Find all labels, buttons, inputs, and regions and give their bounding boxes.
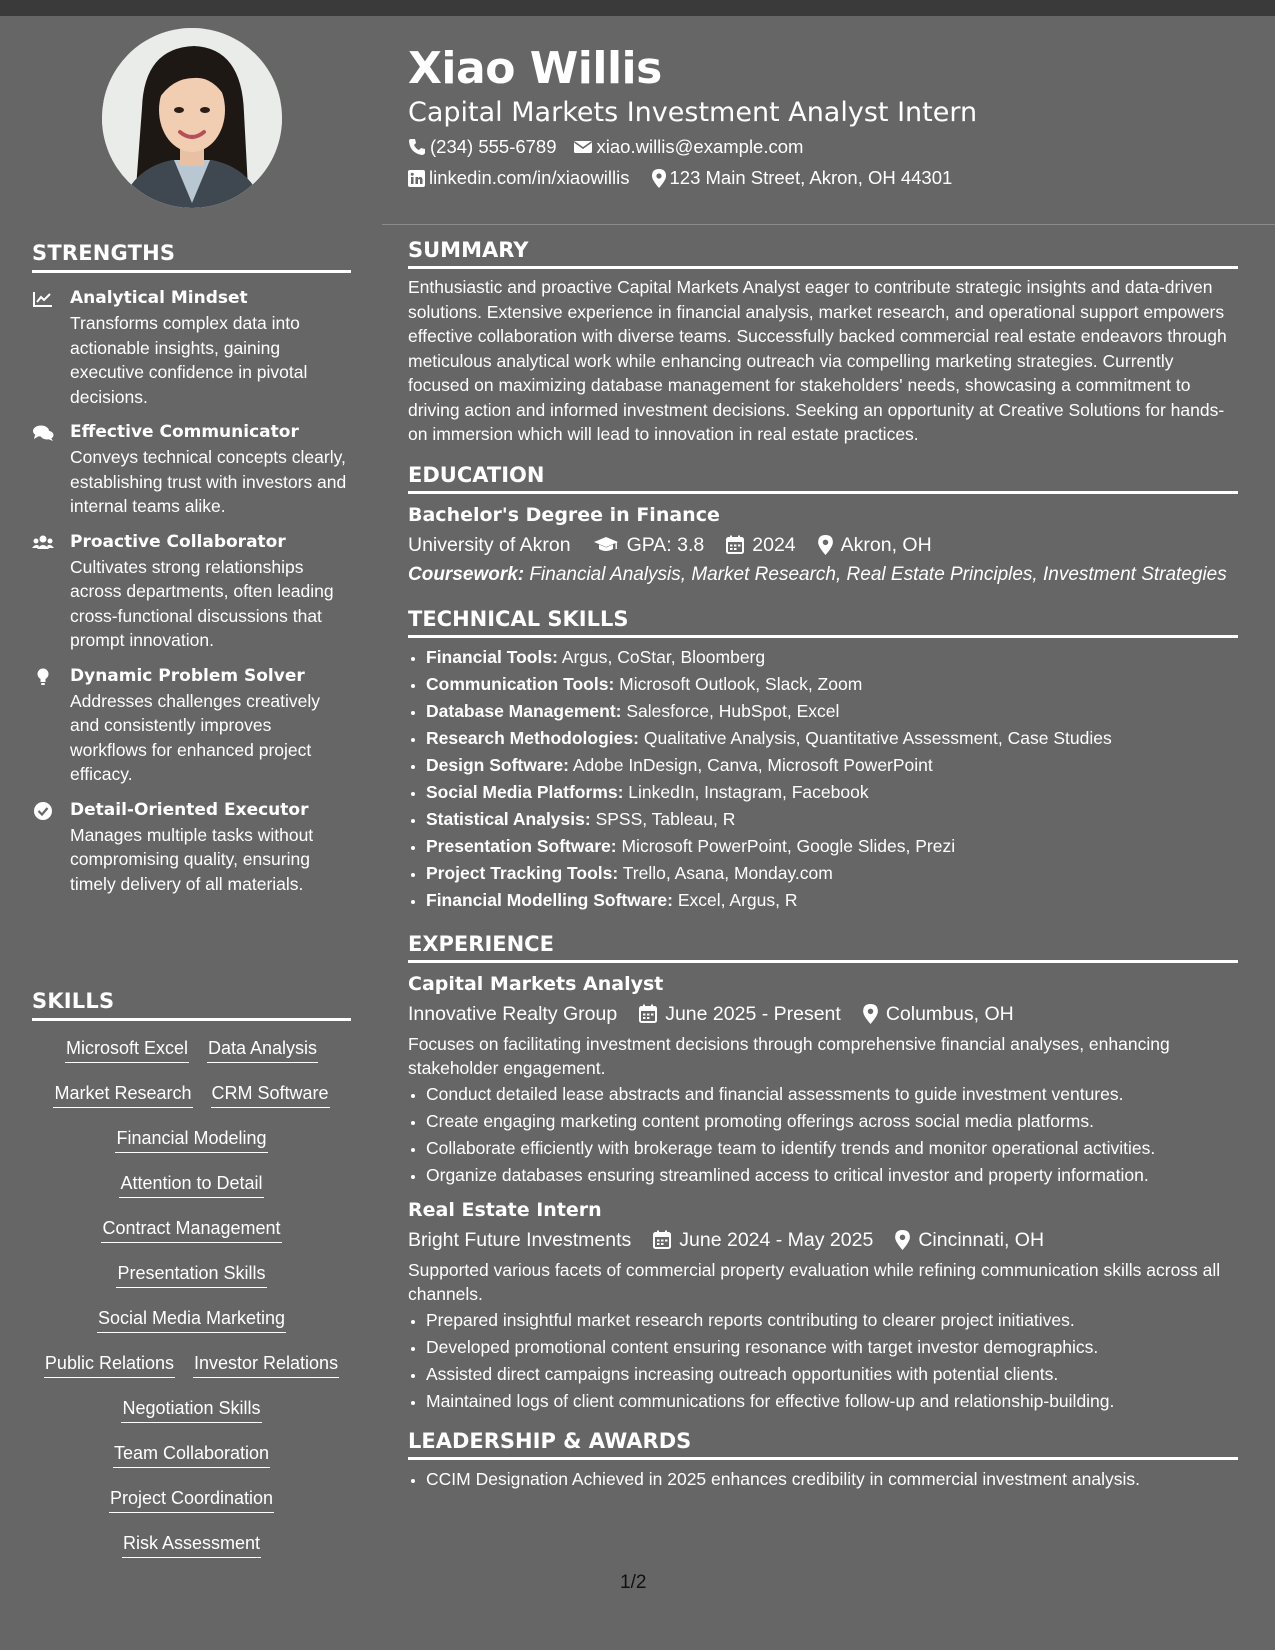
address-text: 123 Main Street, Akron, OH 44301 xyxy=(669,167,953,188)
education-meta xyxy=(408,531,1238,559)
list-item: • Prepared insightful market research reports contributing to clearer project initiatives. xyxy=(426,1307,1238,1334)
list-item: • CCIM Designation Achieved in 2025 enhances credibility in commercial investment analysis. xyxy=(426,1466,1238,1493)
strength-title: Proactive Collaborator xyxy=(70,531,286,552)
strength-desc: Transforms complex data into actionable insights, gaining executive confidence in pivotal decisions. xyxy=(70,313,308,407)
education-heading: EDUCATION xyxy=(408,463,1238,494)
skill-tag: Project Coordination xyxy=(109,1487,274,1513)
email-text[interactable]: xiao.willis@example.com xyxy=(596,136,804,157)
list-item: • Assisted direct campaigns increasing outreach opportunities with potential clients. xyxy=(426,1361,1238,1388)
top-bar xyxy=(0,0,1275,16)
graduation-cap-icon xyxy=(593,536,619,554)
strength-desc: Cultivates strong relationships across departments, often leading cross-functional discussions that prompt innovation. xyxy=(70,556,334,650)
job-dates: June 2024 - May 2025 xyxy=(679,1228,874,1251)
skill-tag: Team Collaboration xyxy=(113,1442,270,1468)
skill-tag: Risk Assessment xyxy=(122,1532,261,1558)
job-summary: Focuses on facilitating investment decisions through comprehensive financial analyses, enhancing stakeholder engagement. xyxy=(408,1033,1170,1078)
gpa-text: GPA: 3.8 xyxy=(626,533,705,556)
education-section xyxy=(408,463,1238,587)
coursework-label: Coursework: xyxy=(408,563,525,585)
candidate-role: Capital Markets Investment Analyst Intern xyxy=(408,97,978,128)
summary-text: Enthusiastic and proactive Capital Markets Analyst eager to contribute strategic insights and data-driven solutions. Extensive experience in financial analysis, market research, and operational support empowers effective collaboration with diverse teams. Successfully backed commercial real estate endeavors through meticulous analytical work while enhancing outreach via compelling marketing strategies. Currently focused on maximizing database management for stakeholders' needs, showcasing a commitment to driving action and informed investment decisions. Seeking an opportunity at Creative Solutions for hands-on immersion which will lead to innovation in real estate practices. xyxy=(408,277,1227,444)
strength-title: Analytical Mindset xyxy=(70,288,248,308)
map-marker-icon xyxy=(895,1230,910,1250)
company-name: Bright Future Investments xyxy=(408,1228,632,1251)
list-item: • Financial Modelling Software: Excel, Argus, R xyxy=(426,887,1238,914)
job-entry xyxy=(408,1197,1238,1415)
job-meta xyxy=(408,1000,1238,1028)
phone-text: (234) 555-6789 xyxy=(430,136,557,157)
map-marker-icon xyxy=(818,535,833,555)
leadership-list xyxy=(408,1466,1238,1493)
strengths-heading: STRENGTHS xyxy=(32,241,351,273)
leadership-section xyxy=(408,1429,1238,1493)
coursework-list: Financial Analysis, Market Research, Real Estate Principles, Investment Strategies xyxy=(529,563,1227,585)
candidate-name: Xiao Willis xyxy=(408,43,662,94)
list-item: • Maintained logs of client communications for effective follow-up and relationship-building. xyxy=(426,1388,1238,1415)
job-meta xyxy=(408,1226,1238,1254)
summary-section xyxy=(408,238,1238,447)
list-item: • Developed promotional content ensuring resonance with target investor demographics. xyxy=(426,1334,1238,1361)
contact-row xyxy=(408,135,1238,159)
technical-skills-list xyxy=(408,644,1238,914)
strength-title: Detail-Oriented Executor xyxy=(70,799,309,820)
skills-section xyxy=(32,989,351,1569)
linkedin-icon xyxy=(408,170,425,187)
leadership-heading: LEADERSHIP & AWARDS xyxy=(408,1429,1238,1460)
right-column xyxy=(408,44,1238,1493)
lightbulb-icon xyxy=(32,667,54,687)
school-name: University of Akron xyxy=(408,533,571,556)
job-entry xyxy=(408,971,1238,1189)
address-contact xyxy=(652,166,953,190)
coursework xyxy=(408,563,1238,587)
job-bullets xyxy=(408,1081,1238,1189)
linkedin-contact[interactable] xyxy=(408,166,630,190)
list-item: • Create engaging marketing content promoting offerings across social media platforms. xyxy=(426,1108,1238,1135)
list-item: • Database Management: Salesforce, HubSpot, Excel xyxy=(426,698,1238,725)
chart-line-icon xyxy=(32,289,54,309)
job-summary: Supported various facets of commercial property evaluation while refining communication skills across all channels. xyxy=(408,1259,1221,1304)
map-marker-icon xyxy=(652,169,666,188)
company-name: Innovative Realty Group xyxy=(408,1002,618,1025)
summary-heading: SUMMARY xyxy=(408,238,1238,269)
strength-desc: Manages multiple tasks without compromising quality, ensuring timely delivery of all materials. xyxy=(70,824,314,894)
calendar-icon xyxy=(639,1004,657,1023)
technical-skills-heading: TECHNICAL SKILLS xyxy=(408,607,1238,638)
education-location: Akron, OH xyxy=(840,533,932,556)
list-item: • Design Software: Adobe InDesign, Canva, Microsoft PowerPoint xyxy=(426,752,1238,779)
skill-tag: Negotiation Skills xyxy=(121,1397,261,1423)
strength-item xyxy=(32,287,351,409)
strength-item xyxy=(32,665,351,787)
list-item: • Social Media Platforms: LinkedIn, Instagram, Facebook xyxy=(426,779,1238,806)
experience-section xyxy=(408,932,1238,1415)
calendar-icon xyxy=(726,535,744,554)
list-item: • Collaborate efficiently with brokerage team to identify trends and monitor operational activities. xyxy=(426,1135,1238,1162)
technical-skills-section xyxy=(408,607,1238,914)
job-bullets xyxy=(408,1307,1238,1415)
email-contact[interactable] xyxy=(573,135,804,159)
list-item: • Project Tracking Tools: Trello, Asana, Monday.com xyxy=(426,860,1238,887)
strengths-section xyxy=(32,241,351,896)
job-title: Capital Markets Analyst xyxy=(408,972,664,995)
page-number: 1/2 xyxy=(620,1572,647,1593)
skill-tag: Public Relations xyxy=(44,1352,175,1378)
list-item: • Organize databases ensuring streamlined access to critical investor and property information. xyxy=(426,1162,1238,1189)
skill-tag: Microsoft Excel xyxy=(65,1037,189,1063)
skills-list xyxy=(32,1029,351,1569)
calendar-icon xyxy=(653,1230,671,1249)
skill-tag: Contract Management xyxy=(101,1217,281,1243)
phone-contact xyxy=(408,135,557,159)
profile-photo xyxy=(102,28,282,208)
phone-icon xyxy=(408,138,426,156)
strength-desc: Conveys technical concepts clearly, establishing trust with investors and internal teams alike. xyxy=(70,447,347,516)
strength-title: Effective Communicator xyxy=(70,422,299,442)
skill-tag: Financial Modeling xyxy=(115,1127,267,1153)
map-marker-icon xyxy=(863,1004,878,1024)
strength-item xyxy=(32,799,351,897)
list-item: • Communication Tools: Microsoft Outlook, Slack, Zoom xyxy=(426,671,1238,698)
skill-tag: Market Research xyxy=(53,1082,192,1108)
contact-row-2 xyxy=(408,166,1238,190)
check-circle-icon xyxy=(32,801,54,821)
linkedin-text[interactable]: linkedin.com/in/xiaowillis xyxy=(429,167,630,188)
list-item: • Statistical Analysis: SPSS, Tableau, R xyxy=(426,806,1238,833)
skill-tag: Social Media Marketing xyxy=(97,1307,286,1333)
job-location: Cincinnati, OH xyxy=(918,1228,1045,1251)
skill-tag: Investor Relations xyxy=(193,1352,339,1378)
strength-title: Dynamic Problem Solver xyxy=(70,665,305,686)
experience-heading: EXPERIENCE xyxy=(408,932,1238,963)
skills-heading: SKILLS xyxy=(32,989,351,1021)
skill-tag: Presentation Skills xyxy=(116,1262,266,1288)
list-item: • Research Methodologies: Qualitative Analysis, Quantitative Assessment, Case Studies xyxy=(426,725,1238,752)
skill-tag: CRM Software xyxy=(211,1082,330,1108)
skill-tag: Attention to Detail xyxy=(119,1172,263,1198)
skill-tag: Data Analysis xyxy=(207,1037,318,1063)
list-item: • Conduct detailed lease abstracts and financial assessments to guide investment ventures. xyxy=(426,1081,1238,1108)
comments-icon xyxy=(32,423,54,443)
envelope-icon xyxy=(573,139,593,155)
list-item: • Financial Tools: Argus, CoStar, Bloomberg xyxy=(426,644,1238,671)
strength-desc: Addresses challenges creatively and consistently improves workflows for enhanced project efficacy. xyxy=(70,690,320,784)
job-title: Real Estate Intern xyxy=(408,1198,602,1221)
job-dates: June 2025 - Present xyxy=(665,1002,841,1025)
job-location: Columbus, OH xyxy=(885,1002,1014,1025)
graduation-year: 2024 xyxy=(752,533,796,556)
list-item: • Presentation Software: Microsoft PowerPoint, Google Slides, Prezi xyxy=(426,833,1238,860)
strength-item xyxy=(32,421,351,519)
users-icon xyxy=(32,533,54,553)
strength-item xyxy=(32,531,351,653)
degree-title: Bachelor's Degree in Finance xyxy=(408,503,720,526)
